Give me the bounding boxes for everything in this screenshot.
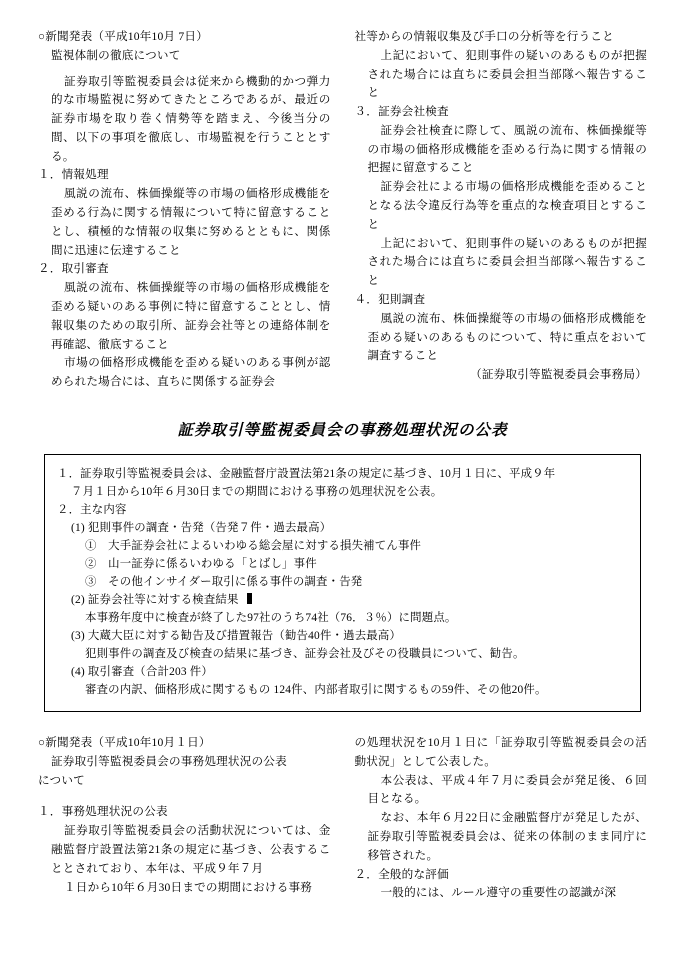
attribution: （証券取引等監視委員会事務局） xyxy=(470,368,647,382)
paragraph: 証券取引等監視委員会は従来から機動的かつ弾力的な市場監視に努めてきたところであるが、最近の証券市場を取り巻く情勢等を踏まえ、今後当分の間、以下の事項を徹底し、市場監視を行うこととする。 xyxy=(51,74,331,163)
section-headline: 証券取引等監視委員会の事務処理状況の公表 xyxy=(177,421,508,439)
paragraph: 上記において、犯則事件の疑いのあるものが把握された場合には直ちに委員会担当部隊へ報告すること xyxy=(367,236,647,288)
paragraph: の処理状況を10月１日に「証券取引等監視委員会の活動状況」として公表した。 xyxy=(354,736,647,768)
summary-line: １．証券取引等監視委員会は、金融監督庁設置法第21条の規定に基づき、10月１日に、平成９年 xyxy=(57,467,556,480)
list-item: ３．証券会社検査 xyxy=(354,105,449,119)
paragraph: ○新聞発表（平成10年10月１日） xyxy=(38,736,211,750)
paragraph: 風説の流布、株価操縦等の市場の価格形成機能を歪める疑いのある事例に特に留意することとし、情報収集のための取引所、証券会社等との連絡体制を再確認、徹底すること xyxy=(51,281,331,351)
paragraph: 本公表は、平成４年７月に委員会が発足後、６回目となる。 xyxy=(367,773,647,806)
list-item: ４．犯則調査 xyxy=(354,292,426,306)
top-article-left-column xyxy=(38,28,331,392)
paragraph: 風説の流布、株価操縦等の市場の価格形成機能を歪める疑いのあるものについて、特に重点をおいて調査すること xyxy=(367,311,647,363)
spacer xyxy=(38,66,331,73)
paragraph: について xyxy=(38,773,85,787)
summary-line: (4) 取引審査（合計203 件） xyxy=(71,666,213,679)
summary-box xyxy=(44,454,641,712)
paragraph: 証券会社による市場の価格形成機能を歪めることとなる法令違反行為等を重点的な検査項目とすること xyxy=(367,180,647,231)
summary-line: (3) 大蔵大臣に対する勧告及び措置報告（勧告40件・過去最高） xyxy=(71,629,402,642)
paragraph: 市場の価格形成機能を歪める疑いのある事例が認められた場合には、直ちに関係する証券会 xyxy=(51,356,331,389)
bottom-article xyxy=(38,734,647,903)
top-article-right-column xyxy=(355,28,648,385)
paragraph: 監視体制の徹底について xyxy=(51,48,181,62)
bottom-article-left-column xyxy=(38,734,331,897)
paragraph: 証券取引等監視委員会の活動状況については、金融監督庁設置法第21条の規定に基づき、公表することとされており、本年は、平成９年７月 xyxy=(51,824,331,875)
paragraph: 上記において、犯則事件の疑いのあるものが把握された場合には直ちに委員会担当部隊へ報告すること xyxy=(367,48,647,100)
paragraph: 風説の流布、株価操縦等の市場の価格形成機能を歪める行為に関する情報について特に留意することとし、積極的な情報の収集に努めるとともに、関係間に迅速に伝達すること xyxy=(51,187,331,257)
summary-line: 本事務年度中に検査が終了した97社のうち74社（76．３％）に問題点。 xyxy=(85,611,457,624)
summary-line: ② 山一証券に係るいわゆる「とばし」事件 xyxy=(85,557,317,570)
summary-line-text: (2) 証券会社等に対する検査結果 xyxy=(71,593,239,606)
summary-line: 犯則事件の調査及び検査の結果に基づき、証券会社及びその役職員について、勧告。 xyxy=(85,648,525,660)
summary-line: ③ その他インサイダー取引に係る事件の調査・告発 xyxy=(85,575,363,588)
summary-line: 審査の内訳、価格形成に関するもの 124件、内部者取引に関するもの59件、その他20件。 xyxy=(85,684,547,697)
top-article xyxy=(38,28,647,392)
paragraph: なお、本年６月22日に金融監督庁が発足したが、証券取引等監視委員会は、従来の体制のまま同庁に移管された。 xyxy=(367,811,647,862)
paragraph: 一般的には、ルール遵守の重要性の認識が深 xyxy=(380,886,617,900)
summary-line: ① 大手証券会社によるいわゆる総会屋に対する損失補てん事件 xyxy=(85,539,422,552)
summary-line: ７月１日から10年６月30日までの期間における事務の処理状況を公表。 xyxy=(71,485,443,498)
list-item: ２．全般的な評価 xyxy=(354,867,449,881)
spacer xyxy=(38,790,331,803)
paragraph: 社等からの情報収集及び手口の分析等を行うこと xyxy=(354,30,614,43)
bottom-article-right-column xyxy=(355,734,648,903)
list-item: １．事務処理状況の公表 xyxy=(38,805,168,819)
paragraph: １日から10年６月30日までの期間における事務 xyxy=(64,880,313,894)
list-item: ２．取引審査 xyxy=(38,262,109,276)
paragraph: ○新聞発表（平成10年10月 7日） xyxy=(38,30,209,43)
summary-line: ２．主な内容 xyxy=(57,503,127,516)
list-item: １．情報処理 xyxy=(38,168,109,182)
summary-line: (1) 犯則事件の調査・告発（告発７件・過去最高） xyxy=(71,521,332,534)
summary-line xyxy=(57,591,628,609)
text-cursor-icon xyxy=(247,593,252,604)
paragraph: 証券取引等監視委員会の事務処理状況の公表 xyxy=(51,754,287,768)
paragraph: 証券会社検査に際して、風説の流布、株価操縦等の市場の価格形成機能を歪める行為に関する情報の把握に留意すること xyxy=(367,123,647,175)
